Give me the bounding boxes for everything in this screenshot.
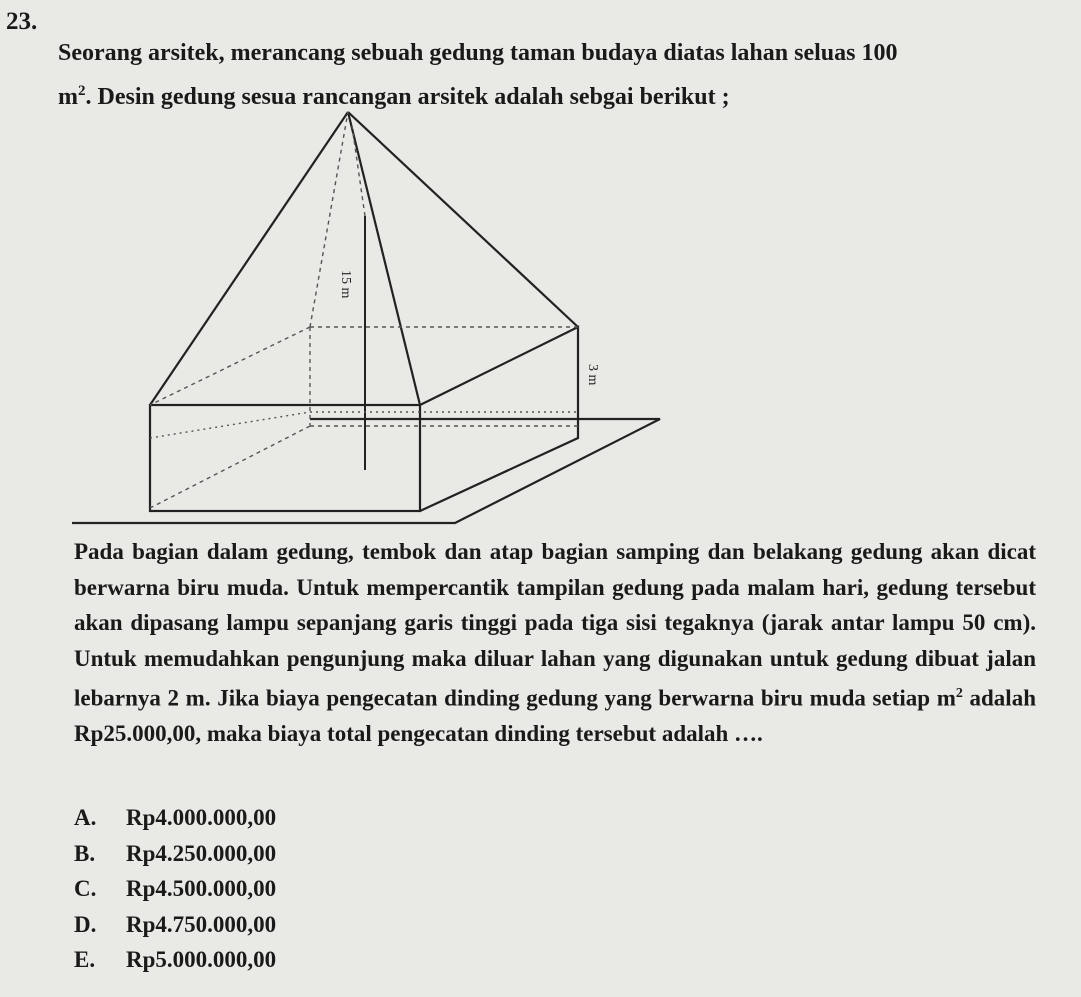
option-d[interactable] [74,907,276,943]
building-diagram [60,108,700,533]
pyramid-edge-front [348,112,420,405]
stem-line-2: . Desin gedung sesua rancangan arsitek adalah sebgai berikut ; [85,84,730,110]
option-letter: C. [74,876,97,901]
option-letter: E. [74,947,96,972]
paragraph-unit-exponent: 2 [955,686,963,701]
option-letter: A. [74,805,97,830]
pyramid-edge-left [150,112,348,405]
stem-line-1: Seorang arsitek, merancang sebuah gedung taman budaya diatas lahan seluas 100 [58,40,898,66]
problem-paragraph [74,534,1036,752]
question-stem [58,34,1048,116]
stem-unit-exponent: 2 [78,83,86,99]
option-letter: D. [74,911,97,937]
question-number: 23. [6,8,38,35]
option-text: Rp5.000.000,00 [126,947,277,972]
option-a[interactable] [74,800,276,836]
option-text: Rp4.000.000,00 [126,805,277,830]
stem-unit: m [58,84,78,110]
paragraph-text-end: adalah Rp25.000,00, maka biaya total pengecatan dinding tersebut adalah …. [74,685,1036,747]
option-c[interactable] [74,871,276,907]
option-text: Rp4.250.000,00 [126,840,277,866]
option-text: Rp4.750.000,00 [126,911,277,937]
box-front-face [150,405,420,511]
paragraph-unit: m [936,685,956,711]
label-roof-height: 15 m [338,270,353,299]
pyramid-edge-right [348,112,578,327]
paragraph-text: Pada bagian dalam gedung, tembok dan atap bagian samping dan belakang gedung akan dicat berwarna biru muda. Untuk mempercantik tampilan gedung pada malam hari, gedung tersebut akan dipasang lampu sepanjang garis tinggi pada tiga sisi tegaknya (jarak antar lampu 50 cm). Untuk memudahkan pengunjung maka diluar lahan yang digunakan untuk gedung dibuat jalan lebarnya 2 m. Jika biaya pengecatan dinding gedung yang berwarna biru muda setiap [74,539,1036,711]
option-text: Rp4.500.000,00 [126,876,277,901]
option-e[interactable] [74,942,276,978]
answer-options [74,800,276,978]
option-letter: B. [74,840,96,866]
label-wall-height: 3 m [585,364,600,386]
option-b[interactable] [74,836,276,872]
